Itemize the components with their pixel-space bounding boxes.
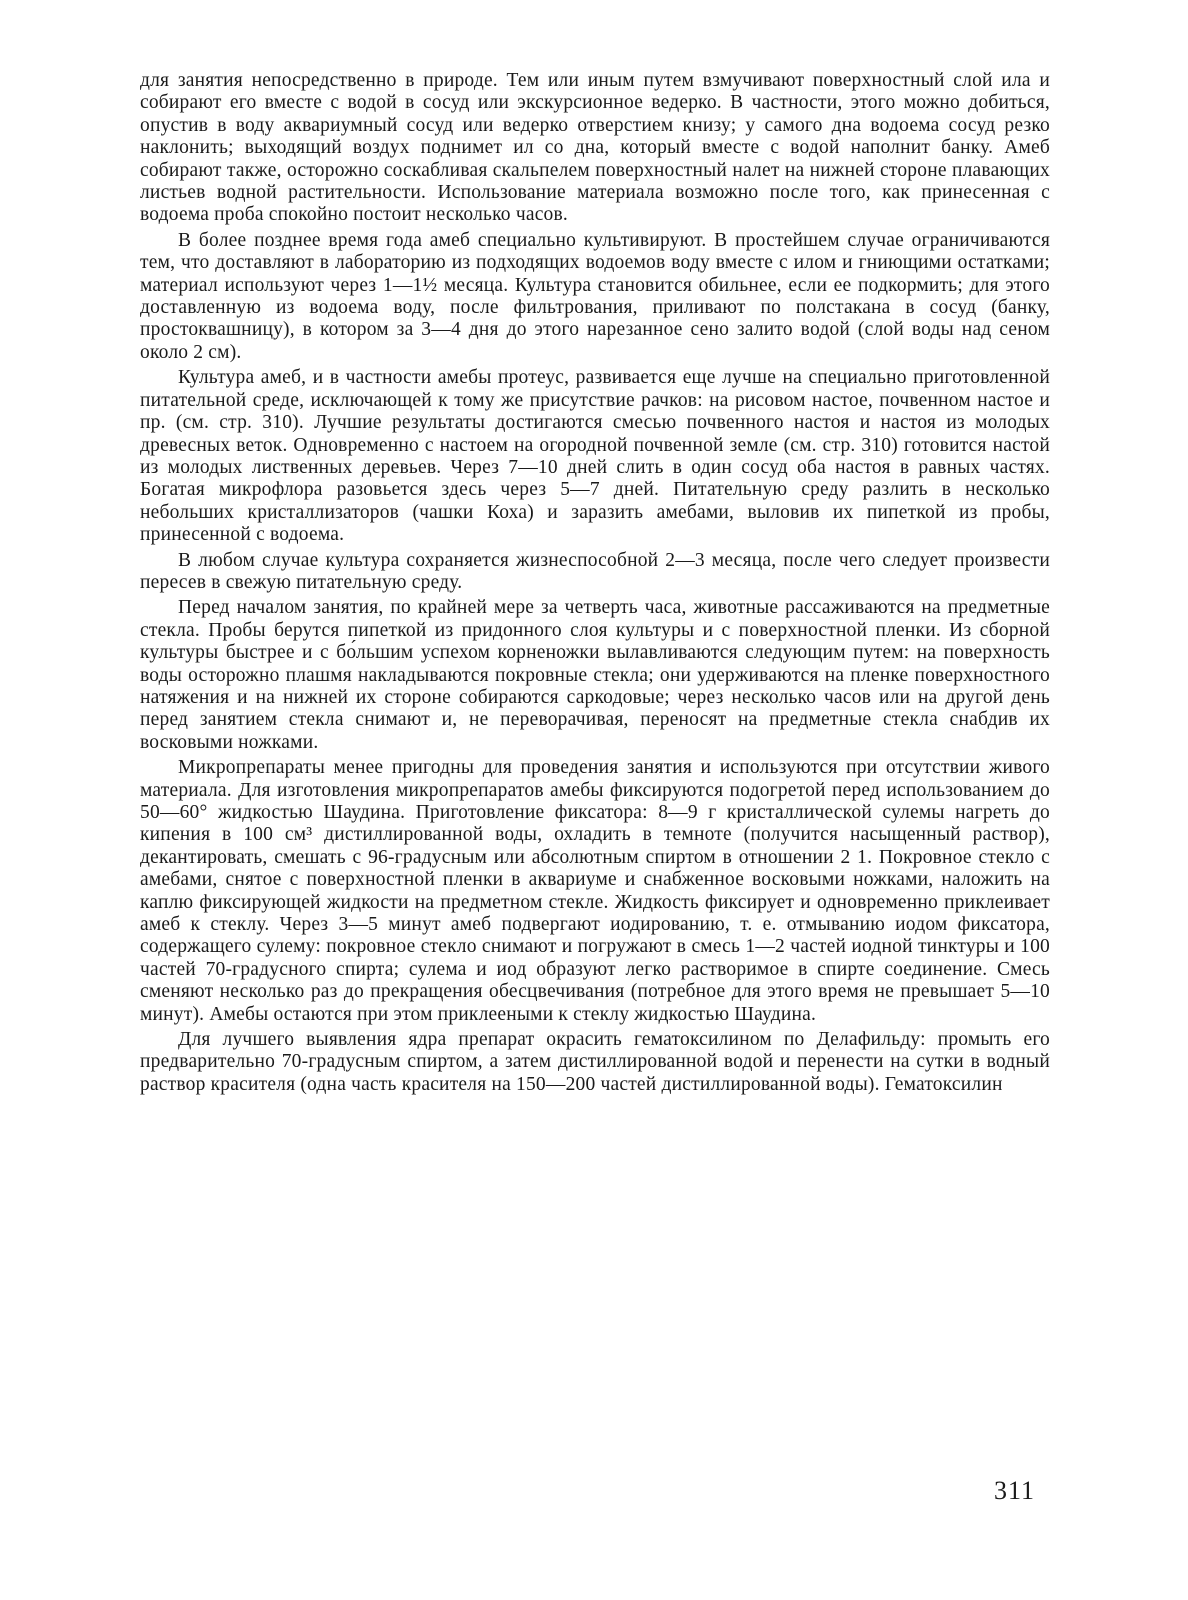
paragraph-5: Перед началом занятия, по крайней мере за четверть часа, животные рассаживаются на предметные стекла. Пробы берутся пипеткой из придонного слоя культуры и с поверхностной пленки. Из сборной культуры быстрее и с бо́льшим успехом корненожки вылавливаются следующим путем: на поверхность воды осторожно плашмя накладываются покровные стекла; они удерживаются на пленке поверхностного натяжения и на нижней их стороне собираются саркодовые; через несколько часов или на другой день перед занятием стекла снимают и, не переворачивая, переносят на предметные стекла снабдив их восковыми ножками.	[140, 597, 1050, 753]
paragraph-7: Для лучшего выявления ядра препарат окрасить гематоксилином по Делафильду: промыть его предварительно 70-градусным спиртом, а затем дистиллированной водой и перенести на сутки в водный раствор красителя (одна часть красителя на 150—200 частей дистиллированной воды). Гематоксилин	[140, 1029, 1050, 1095]
paragraph-3: Культура амеб, и в частности амебы протеус, развивается еще лучше на специально приготовленной питательной среде, исключающей к тому же присутствие рачков: на рисовом настое, почвенном настое и пр. (см. стр. 310). Лучшие результаты достигаются смесью почвенного настоя и настоя из молодых древесных веток. Одновременно с настоем на огородной почвенной земле (см. стр. 310) готовится настой из молодых лиственных деревьев. Через 7—10 дней слить в один сосуд оба настоя в равных частях. Богатая микрофлора разовьется здесь через 5—7 дней. Питательную среду разлить в несколько небольших кристаллизаторов (чашки Коха) и заразить амебами, выловив их пипеткой из пробы, принесенной с водоема.	[140, 367, 1050, 546]
paragraph-6: Микропрепараты менее пригодны для проведения занятия и используются при отсутствии живого материала. Для изготовления микропрепаратов амебы фиксируются подогретой перед использованием до 50—60° жидкостью Шаудина. Приготовление фиксатора: 8—9 г кристаллической сулемы нагреть до кипения в 100 см³ дистиллированной воды, охладить в темноте (получится насыщенный раствор), декантировать, смешать с 96-градусным или абсолютным спиртом в отношении 2 1. Покровное стекло с амебами, снятое с поверхностной пленки в аквариуме и снабженное восковыми ножками, наложить на каплю фиксирующей жидкости на предметном стекле. Жидкость фиксирует и одновременно приклеивает амеб к стеклу. Через 3—5 минут амеб подвергают иодированию, т. е. отмыванию иодом фиксатора, содержащего сулему: покровное стекло снимают и погружают в смесь 1—2 частей иодной тинктуры и 100 частей 70-градусного спирта; сулема и иод образуют легко растворимое в спирте соединение. Смесь сменяют несколько раз до прекращения обесцвечивания (потребное для этого время не превышает 5—10 минут). Амебы остаются при этом приклееными к стеклу жидкостью Шаудина.	[140, 757, 1050, 1025]
paragraph-4: В любом случае культура сохраняется жизнеспособной 2—3 месяца, после чего следует произвести пересев в свежую питательную среду.	[140, 549, 1050, 593]
page-number: 311	[994, 1476, 1036, 1505]
paragraph-2: В более позднее время года амеб специально культивируют. В простейшем случае ограничиваются тем, что доставляют в лабораторию из подходящих водоемов воду вместе с илом и гниющими остатками; материал используют через 1—1½ месяца. Культура становится обильнее, если ее подкормить; для этого доставленную из водоема воду, после фильтрования, приливают по полстакана в сосуд (банку, простоквашницу), в котором за 3—4 дня до этого нарезанное сено залито водой (слой воды над сеном около 2 см).	[140, 229, 1050, 363]
body-text	[140, 70, 1050, 1099]
paragraph-1: для занятия непосредственно в природе. Тем или иным путем взмучивают поверхностный слой ила и собирают его вместе с водой в сосуд или экскурсионное ведерко. В частности, этого можно добиться, опустив в воду аквариумный сосуд или ведерко отверстием книзу; у самого дна водоема сосуд резко наклонить; выходящий воздух поднимет ил со дна, который вместе с водой наполнит банку. Амеб собирают также, осторожно соскабливая скальпелем поверхностный налет на нижней стороне плавающих листьев водной растительности. Использование материала возможно после того, как принесенная с водоема проба спокойно постоит несколько часов.	[140, 70, 1050, 226]
